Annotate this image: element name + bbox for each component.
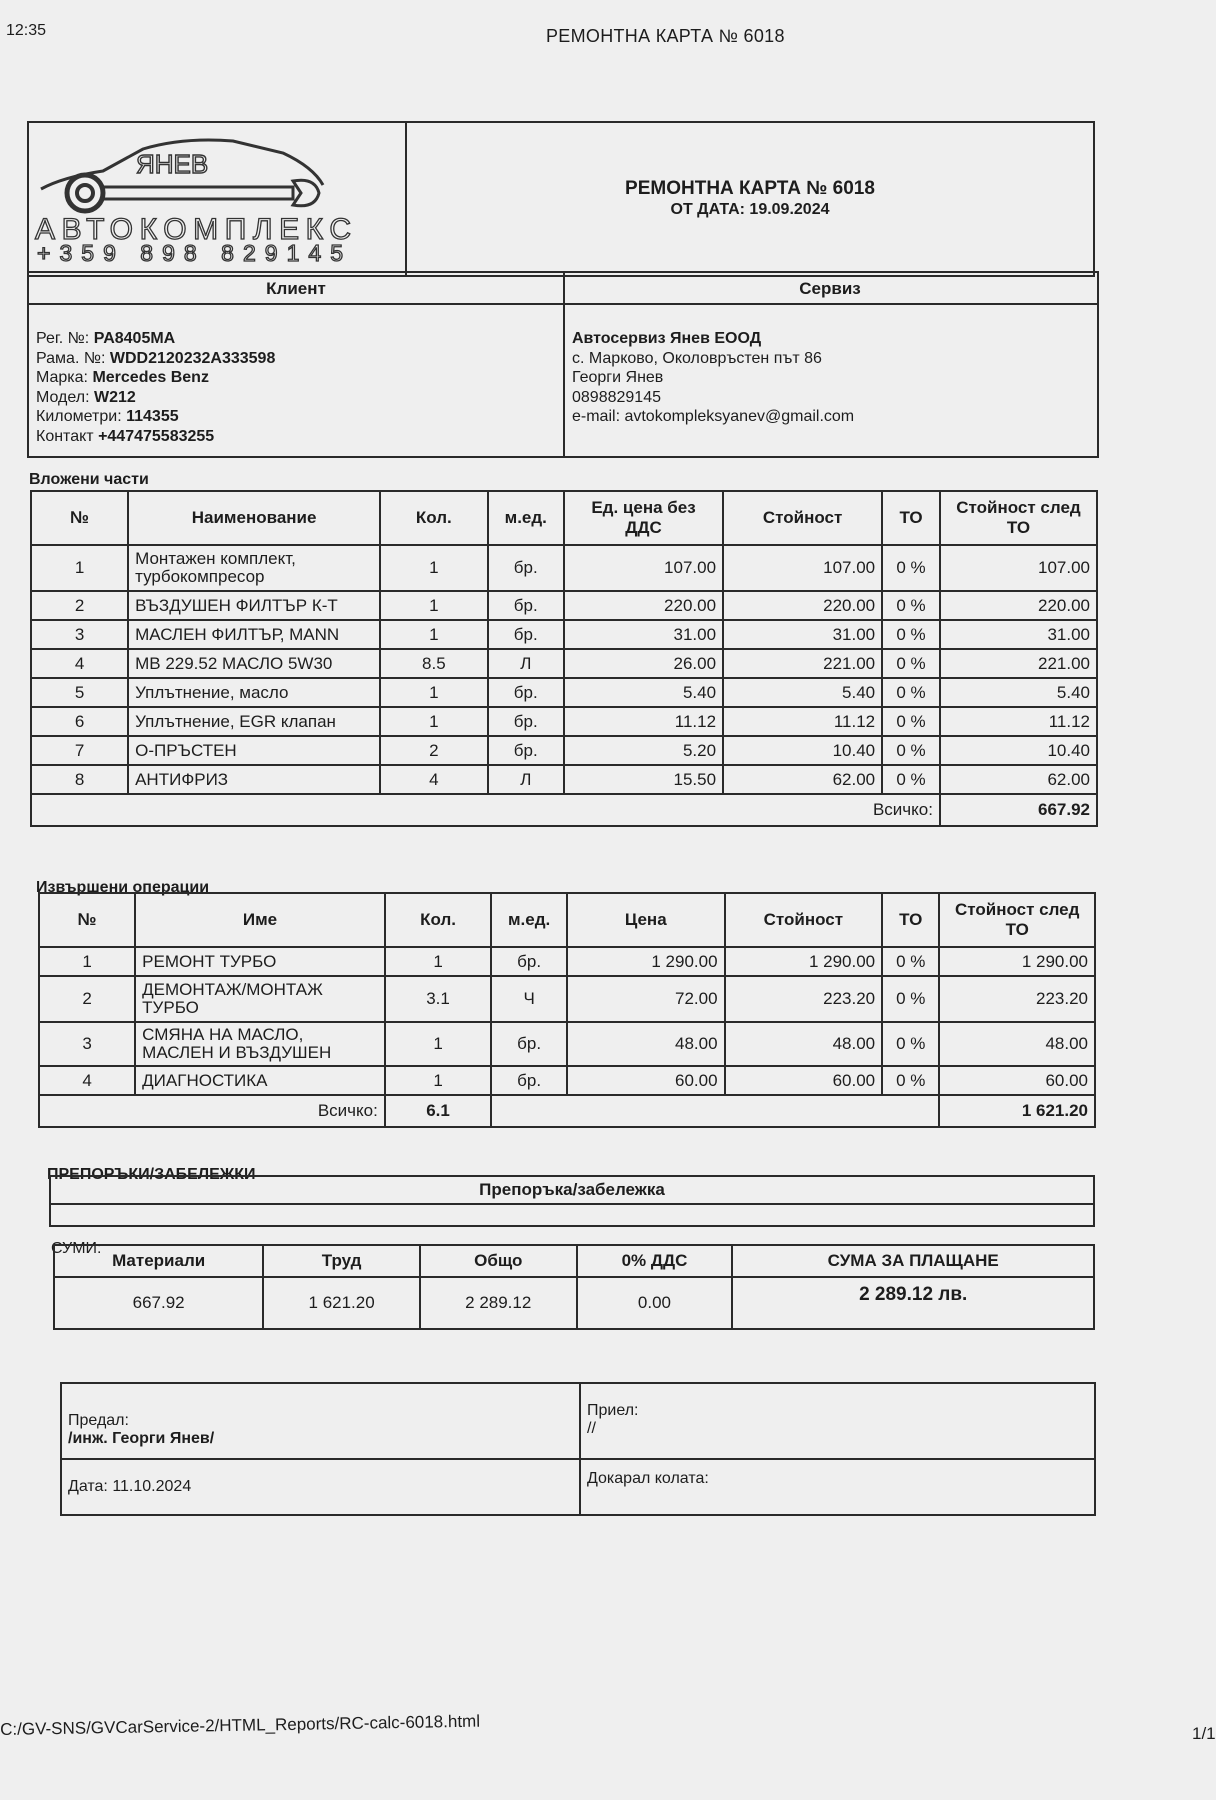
service-heading: Сервиз (799, 279, 861, 298)
total-value: 2 289.12 (420, 1277, 577, 1329)
table-cell: 2 (31, 591, 128, 620)
table-cell: бр. (488, 736, 564, 765)
handed-name: /инж. Георги Янев/ (68, 1430, 215, 1447)
service-phone: 0898829145 (572, 388, 661, 406)
table-cell: 31.00 (940, 620, 1097, 649)
notes-section-label: ПРЕПОРЪКИ/ЗАБЕЛЕЖКИ (47, 1166, 256, 1183)
table-cell: ДЕМОНТАЖ/МОНТАЖ ТУРБО (135, 976, 385, 1022)
card-title: РЕМОНТНА КАРТА № 6018 (625, 178, 875, 199)
table-cell: 48.00 (567, 1022, 725, 1066)
table-cell: 8 (31, 765, 128, 794)
table-cell: АНТИФРИЗ (128, 765, 380, 794)
sums-table (53, 1244, 1095, 1330)
operations-total-label: Всичко: (39, 1095, 385, 1127)
table-cell: 11.12 (564, 707, 723, 736)
col-header: № (31, 491, 128, 545)
operations-total-row (39, 1095, 1095, 1127)
handed-cell (61, 1383, 580, 1459)
contact-value: +447475583255 (98, 427, 215, 445)
table-cell: 15.50 (564, 765, 723, 794)
km-value: 114355 (126, 408, 179, 426)
logo-name: АВТОКОМПЛЕКС (35, 213, 351, 246)
table-row (31, 707, 1097, 736)
col-header: Наименование (128, 491, 380, 545)
service-email: e-mail: avtokompleksyanev@gmail.com (572, 408, 855, 426)
empty-cell (491, 1095, 939, 1127)
table-cell: 221.00 (940, 649, 1097, 678)
table-cell: Уплътнение, масло (128, 678, 380, 707)
parts-section-label: Вложени части (29, 471, 149, 488)
table-cell: О-ПРЪСТЕН (128, 736, 380, 765)
table-cell: бр. (488, 620, 564, 649)
table-cell: СМЯНА НА МАСЛО, МАСЛЕН И ВЪЗДУШЕН (135, 1022, 385, 1066)
notes-content (50, 1204, 1094, 1226)
labor-header: Труд (263, 1245, 420, 1277)
print-header-title: РЕМОНТНА КАРТА № 6018 (546, 26, 785, 46)
file-path: C:/GV-SNS/GVCarService-2/HTML_Reports/RC-calc-6018.html (0, 1711, 481, 1739)
table-cell: 48.00 (939, 1022, 1095, 1066)
date-cell: Дата: 11.10.2024 (61, 1459, 580, 1515)
table-cell: 6 (31, 707, 128, 736)
table-cell: 2 (380, 736, 487, 765)
table-cell: 11.12 (940, 707, 1097, 736)
col-header: Стойност (725, 893, 883, 947)
table-cell: 1 (385, 947, 491, 976)
materials-value: 667.92 (54, 1277, 263, 1329)
table-cell: 0 % (882, 707, 940, 736)
vin-value: WDD2120232A333598 (109, 349, 276, 367)
table-cell: РЕМОНТ ТУРБО (135, 947, 385, 976)
col-header: м.ед. (491, 893, 567, 947)
pay-header: СУМА ЗА ПЛАЩАНЕ (732, 1245, 1094, 1277)
table-cell: 0 % (882, 765, 940, 794)
col-header: Ед. цена без ДДС (564, 491, 723, 545)
table-cell: Л (488, 765, 564, 794)
table-cell: 3.1 (385, 976, 491, 1022)
table-row (39, 947, 1095, 976)
table-row (31, 736, 1097, 765)
table-cell: 107.00 (940, 545, 1097, 591)
table-cell: 48.00 (725, 1022, 883, 1066)
table-cell: MB 229.52 МАСЛО 5W30 (128, 649, 380, 678)
model-label: Модел: (36, 388, 90, 406)
table-cell: 3 (31, 620, 128, 649)
table-cell: 221.00 (723, 649, 882, 678)
table-cell: бр. (488, 591, 564, 620)
print-time: 12:35 (6, 22, 47, 39)
table-cell: 5.40 (940, 678, 1097, 707)
table-cell: 5.20 (564, 736, 723, 765)
logo-brand: ЯНЕВ (136, 149, 209, 179)
client-info (36, 329, 275, 447)
table-cell: 1 (380, 678, 487, 707)
table-cell: 4 (380, 765, 487, 794)
table-cell: 62.00 (723, 765, 882, 794)
vat-value: 0.00 (577, 1277, 733, 1329)
table-cell: 0 % (882, 649, 940, 678)
table-cell: 7 (31, 736, 128, 765)
table-cell: 107.00 (564, 545, 723, 591)
col-header: ТО (882, 893, 939, 947)
table-row (39, 1022, 1095, 1066)
table-row (31, 620, 1097, 649)
table-cell: 0 % (882, 1022, 939, 1066)
table-header-row (31, 491, 1097, 545)
col-header: Стойност след ТО (940, 491, 1097, 545)
table-cell: 31.00 (564, 620, 723, 649)
col-header: ТО (882, 491, 940, 545)
table-cell: 10.40 (723, 736, 882, 765)
table-row (39, 1066, 1095, 1095)
table-cell: МАСЛЕН ФИЛТЪР, MANN (128, 620, 380, 649)
table-cell: ДИАГНОСТИКА (135, 1066, 385, 1095)
table-cell: ВЪЗДУШЕН ФИЛТЪР К-Т (128, 591, 380, 620)
table-row (31, 591, 1097, 620)
col-header: Кол. (380, 491, 487, 545)
total-header: Общо (420, 1245, 577, 1277)
table-cell: 220.00 (723, 591, 882, 620)
received-label: Приел: (587, 1402, 639, 1419)
table-cell: 0 % (882, 736, 940, 765)
col-header: Име (135, 893, 385, 947)
table-cell: 1 (31, 545, 128, 591)
service-info (572, 329, 854, 427)
table-cell: Уплътнение, EGR клапан (128, 707, 380, 736)
table-cell: 223.20 (939, 976, 1095, 1022)
table-cell: 60.00 (725, 1066, 883, 1095)
materials-header: Материали (54, 1245, 263, 1277)
table-cell: 223.20 (725, 976, 883, 1022)
table-cell: 1 (39, 947, 135, 976)
table-cell: 1 290.00 (725, 947, 883, 976)
reg-label: Рег. №: (36, 330, 90, 347)
table-cell: 0 % (882, 1066, 939, 1095)
vin-label: Рама. №: (36, 349, 106, 367)
table-row (39, 976, 1095, 1022)
col-header: Стойност след ТО (939, 893, 1095, 947)
table-row (31, 765, 1097, 794)
logo-phone: +359 898 829145 (37, 240, 343, 266)
table-cell: бр. (491, 1066, 567, 1095)
vat-header: 0% ДДС (577, 1245, 733, 1277)
notes-heading: Препоръка/забележка (50, 1176, 1094, 1204)
table-cell: бр. (488, 545, 564, 591)
table-cell: 31.00 (723, 620, 882, 649)
table-cell: 220.00 (940, 591, 1097, 620)
pay-value: 2 289.12 лв. (732, 1277, 1094, 1329)
table-cell: бр. (491, 947, 567, 976)
header-box (27, 121, 1095, 277)
table-cell: 1 (380, 591, 487, 620)
operations-total-qty: 6.1 (385, 1095, 491, 1127)
model-value: W212 (94, 388, 136, 406)
col-header: м.ед. (488, 491, 564, 545)
table-cell: 0 % (882, 620, 940, 649)
labor-value: 1 621.20 (263, 1277, 420, 1329)
table-cell: 60.00 (939, 1066, 1095, 1095)
table-cell: 0 % (882, 545, 940, 591)
table-cell: 11.12 (723, 707, 882, 736)
operations-total-value: 1 621.20 (939, 1095, 1095, 1127)
table-cell: 1 (380, 545, 487, 591)
reg-value: PA8405MA (93, 330, 176, 347)
table-cell: Монтажен комплект, турбокомпресор (128, 545, 380, 591)
col-header: № (39, 893, 135, 947)
sums-label: СУМИ: (51, 1240, 102, 1257)
card-date: ОТ ДАТА: 19.09.2024 (670, 201, 830, 218)
table-cell: бр. (488, 678, 564, 707)
table-cell: 0 % (882, 976, 939, 1022)
table-cell: 0 % (882, 947, 939, 976)
service-address: с. Марково, Околовръстен път 86 (572, 349, 822, 367)
table-cell: 72.00 (567, 976, 725, 1022)
table-cell: 1 290.00 (567, 947, 725, 976)
table-cell: 3 (39, 1022, 135, 1066)
table-cell: 0 % (882, 591, 940, 620)
received-value: // (587, 1420, 596, 1437)
table-cell: 220.00 (564, 591, 723, 620)
table-cell: 2 (39, 976, 135, 1022)
table-cell: 1 (385, 1066, 491, 1095)
operations-section-label: Извършени операции (36, 879, 210, 896)
col-header: Стойност (723, 491, 882, 545)
table-header-row (39, 893, 1095, 947)
table-cell: 1 (380, 620, 487, 649)
make-label: Марка: (36, 369, 88, 387)
table-cell: 5.40 (723, 678, 882, 707)
parts-total-value: 667.92 (940, 794, 1097, 826)
table-row (31, 649, 1097, 678)
table-cell: Л (488, 649, 564, 678)
parts-total-row (31, 794, 1097, 826)
brought-cell: Докарал колата: (580, 1459, 1095, 1515)
divider (563, 273, 565, 456)
table-cell: 107.00 (723, 545, 882, 591)
operations-table (38, 892, 1096, 1128)
table-cell: 10.40 (940, 736, 1097, 765)
table-cell: 26.00 (564, 649, 723, 678)
company-logo (33, 133, 353, 266)
signature-table (60, 1382, 1096, 1516)
col-header: Цена (567, 893, 725, 947)
table-cell: 1 290.00 (939, 947, 1095, 976)
handed-label: Предал: (68, 1412, 129, 1429)
make-value: Mercedes Benz (92, 369, 209, 387)
service-person: Георги Янев (572, 369, 664, 387)
service-name: Автосервиз Янев ЕООД (572, 330, 762, 347)
table-cell: 5.40 (564, 678, 723, 707)
table-cell: Ч (491, 976, 567, 1022)
table-cell: 5 (31, 678, 128, 707)
table-row (31, 545, 1097, 591)
table-cell: 60.00 (567, 1066, 725, 1095)
table-cell: бр. (488, 707, 564, 736)
table-cell: 1 (385, 1022, 491, 1066)
client-heading: Клиент (266, 279, 326, 298)
table-cell: бр. (491, 1022, 567, 1066)
page-number: 1/1 (1192, 1724, 1216, 1743)
table-cell: 1 (380, 707, 487, 736)
notes-table (49, 1175, 1095, 1227)
client-service-box (27, 271, 1099, 458)
received-cell (580, 1383, 1095, 1459)
parts-total-label: Всичко: (31, 794, 940, 826)
col-header: Кол. (385, 893, 491, 947)
table-cell: 0 % (882, 678, 940, 707)
table-cell: 4 (39, 1066, 135, 1095)
table-cell: 4 (31, 649, 128, 678)
table-cell: 62.00 (940, 765, 1097, 794)
contact-label: Контакт (36, 427, 94, 445)
parts-table (30, 490, 1098, 827)
table-row (31, 678, 1097, 707)
table-cell: 8.5 (380, 649, 487, 678)
km-label: Километри: (36, 408, 122, 426)
